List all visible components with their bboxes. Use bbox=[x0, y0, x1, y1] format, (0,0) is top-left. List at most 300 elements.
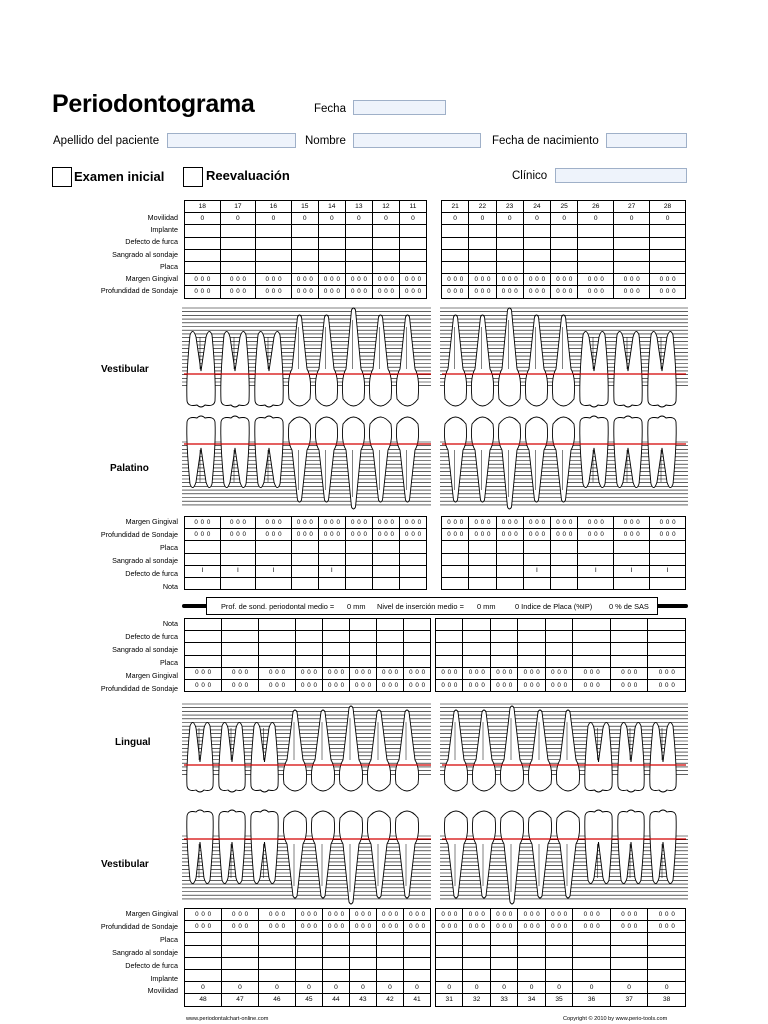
grid-cell[interactable]: 0 0 0 bbox=[545, 909, 572, 921]
grid-cell[interactable] bbox=[399, 249, 426, 261]
grid-cell[interactable] bbox=[318, 237, 345, 249]
grid-cell[interactable]: 0 0 0 bbox=[648, 909, 686, 921]
grid-cell[interactable] bbox=[322, 655, 349, 667]
grid-cell[interactable] bbox=[436, 933, 463, 945]
grid-cell[interactable]: 0 0 0 bbox=[403, 667, 430, 679]
grid-cell[interactable] bbox=[185, 969, 222, 981]
grid-cell[interactable]: 0 0 0 bbox=[221, 679, 258, 691]
grid-cell[interactable] bbox=[345, 553, 372, 565]
grid-cell[interactable]: 0 0 0 bbox=[322, 909, 349, 921]
grid-cell[interactable] bbox=[442, 541, 469, 553]
grid-cell[interactable] bbox=[291, 553, 318, 565]
grid-cell[interactable] bbox=[345, 249, 372, 261]
grid-cell[interactable]: 0 0 0 bbox=[256, 274, 292, 286]
tooth-number[interactable]: 21 bbox=[442, 201, 469, 213]
grid-cell[interactable]: 0 bbox=[551, 213, 578, 225]
grid-cell[interactable] bbox=[291, 261, 318, 273]
grid-cell[interactable] bbox=[551, 225, 578, 237]
grid-cell[interactable] bbox=[614, 553, 650, 565]
nacimiento-field[interactable] bbox=[606, 133, 687, 148]
grid-cell[interactable]: 0 0 0 bbox=[496, 529, 523, 541]
grid-cell[interactable]: 0 0 0 bbox=[551, 529, 578, 541]
grid-cell[interactable] bbox=[376, 945, 403, 957]
grid-cell[interactable] bbox=[185, 249, 221, 261]
grid-cell[interactable]: 0 0 0 bbox=[185, 921, 222, 933]
grid-cell[interactable]: 0 bbox=[399, 213, 426, 225]
grid-cell[interactable]: 0 bbox=[490, 982, 517, 994]
grid-cell[interactable]: 0 bbox=[295, 982, 322, 994]
grid-cell[interactable] bbox=[349, 643, 376, 655]
grid-cell[interactable]: 0 0 0 bbox=[291, 517, 318, 529]
grid-cell[interactable] bbox=[291, 249, 318, 261]
grid-cell[interactable] bbox=[518, 631, 545, 643]
grid-cell[interactable] bbox=[399, 577, 426, 589]
grid-cell[interactable] bbox=[442, 237, 469, 249]
grid-cell[interactable]: 0 0 0 bbox=[490, 909, 517, 921]
grid-cell[interactable]: 0 bbox=[221, 982, 258, 994]
grid-cell[interactable] bbox=[469, 577, 496, 589]
upper-bottom-grid-left[interactable] bbox=[441, 516, 686, 590]
tooth-number[interactable]: 24 bbox=[523, 201, 550, 213]
grid-cell[interactable]: 0 0 0 bbox=[614, 529, 650, 541]
grid-cell[interactable] bbox=[648, 619, 686, 631]
grid-cell[interactable] bbox=[436, 655, 463, 667]
grid-cell[interactable]: 0 bbox=[523, 213, 550, 225]
grid-cell[interactable] bbox=[185, 619, 222, 631]
grid-cell[interactable] bbox=[220, 261, 256, 273]
upper-top-grid-left[interactable] bbox=[441, 200, 686, 299]
grid-cell[interactable] bbox=[469, 565, 496, 577]
grid-cell[interactable] bbox=[256, 237, 292, 249]
grid-cell[interactable]: 0 0 0 bbox=[610, 667, 648, 679]
grid-cell[interactable] bbox=[295, 631, 322, 643]
grid-cell[interactable]: 0 0 0 bbox=[403, 679, 430, 691]
grid-cell[interactable] bbox=[258, 631, 295, 643]
grid-cell[interactable] bbox=[518, 969, 545, 981]
grid-cell[interactable] bbox=[490, 969, 517, 981]
grid-cell[interactable] bbox=[551, 261, 578, 273]
grid-cell[interactable] bbox=[496, 261, 523, 273]
grid-cell[interactable] bbox=[523, 225, 550, 237]
tooth-number[interactable]: 32 bbox=[463, 994, 490, 1007]
grid-cell[interactable]: 0 0 0 bbox=[258, 667, 295, 679]
grid-cell[interactable] bbox=[436, 957, 463, 969]
grid-cell[interactable] bbox=[523, 541, 550, 553]
grid-cell[interactable] bbox=[256, 249, 292, 261]
grid-cell[interactable]: 0 0 0 bbox=[220, 517, 256, 529]
grid-cell[interactable]: 0 0 0 bbox=[614, 286, 650, 298]
grid-cell[interactable]: 0 0 0 bbox=[295, 679, 322, 691]
grid-cell[interactable]: 0 bbox=[349, 982, 376, 994]
grid-cell[interactable]: 0 0 0 bbox=[523, 286, 550, 298]
grid-cell[interactable]: 0 0 0 bbox=[399, 286, 426, 298]
fecha-field[interactable] bbox=[353, 100, 446, 115]
grid-cell[interactable] bbox=[318, 261, 345, 273]
grid-cell[interactable]: 0 0 0 bbox=[518, 679, 545, 691]
grid-cell[interactable] bbox=[436, 631, 463, 643]
grid-cell[interactable] bbox=[221, 619, 258, 631]
grid-cell[interactable] bbox=[578, 553, 614, 565]
grid-cell[interactable]: 0 0 0 bbox=[436, 667, 463, 679]
reevaluacion-checkbox[interactable] bbox=[183, 167, 203, 187]
grid-cell[interactable]: 0 bbox=[318, 213, 345, 225]
grid-cell[interactable]: I bbox=[523, 565, 550, 577]
grid-cell[interactable] bbox=[403, 655, 430, 667]
grid-cell[interactable]: 0 0 0 bbox=[185, 679, 222, 691]
grid-cell[interactable]: 0 0 0 bbox=[578, 529, 614, 541]
grid-cell[interactable] bbox=[573, 619, 611, 631]
grid-cell[interactable]: 0 bbox=[436, 982, 463, 994]
grid-cell[interactable]: 0 bbox=[614, 213, 650, 225]
tooth-number[interactable]: 28 bbox=[650, 201, 686, 213]
grid-cell[interactable]: 0 0 0 bbox=[322, 679, 349, 691]
grid-cell[interactable] bbox=[403, 933, 430, 945]
tooth-number[interactable]: 31 bbox=[436, 994, 463, 1007]
grid-cell[interactable]: 0 0 0 bbox=[185, 909, 222, 921]
tooth-number[interactable]: 45 bbox=[295, 994, 322, 1007]
grid-cell[interactable] bbox=[295, 945, 322, 957]
grid-cell[interactable]: 0 0 0 bbox=[650, 529, 686, 541]
grid-cell[interactable] bbox=[399, 237, 426, 249]
grid-cell[interactable] bbox=[578, 249, 614, 261]
grid-cell[interactable]: 0 bbox=[403, 982, 430, 994]
tooth-number[interactable]: 36 bbox=[573, 994, 611, 1007]
grid-cell[interactable]: 0 bbox=[442, 213, 469, 225]
tooth-number[interactable]: 47 bbox=[221, 994, 258, 1007]
grid-cell[interactable] bbox=[551, 541, 578, 553]
grid-cell[interactable] bbox=[518, 933, 545, 945]
grid-cell[interactable] bbox=[376, 643, 403, 655]
grid-cell[interactable] bbox=[573, 933, 611, 945]
grid-cell[interactable]: 0 0 0 bbox=[318, 274, 345, 286]
grid-cell[interactable]: 0 0 0 bbox=[545, 679, 572, 691]
grid-cell[interactable] bbox=[469, 249, 496, 261]
grid-cell[interactable] bbox=[545, 643, 572, 655]
grid-cell[interactable] bbox=[295, 957, 322, 969]
grid-cell[interactable] bbox=[610, 957, 648, 969]
tooth-number[interactable]: 11 bbox=[399, 201, 426, 213]
grid-cell[interactable] bbox=[650, 237, 686, 249]
grid-cell[interactable]: 0 0 0 bbox=[648, 667, 686, 679]
grid-cell[interactable] bbox=[399, 553, 426, 565]
grid-cell[interactable] bbox=[551, 553, 578, 565]
grid-cell[interactable] bbox=[496, 565, 523, 577]
grid-cell[interactable]: 0 bbox=[185, 982, 222, 994]
grid-cell[interactable] bbox=[345, 225, 372, 237]
grid-cell[interactable]: 0 0 0 bbox=[295, 909, 322, 921]
grid-cell[interactable]: 0 0 0 bbox=[545, 667, 572, 679]
grid-cell[interactable]: 0 0 0 bbox=[650, 274, 686, 286]
grid-cell[interactable] bbox=[221, 969, 258, 981]
grid-cell[interactable]: 0 0 0 bbox=[345, 529, 372, 541]
grid-cell[interactable]: 0 0 0 bbox=[469, 529, 496, 541]
lower-bottom-grid-left[interactable] bbox=[435, 908, 686, 1007]
grid-cell[interactable] bbox=[256, 577, 292, 589]
grid-cell[interactable] bbox=[610, 619, 648, 631]
grid-cell[interactable] bbox=[610, 933, 648, 945]
tooth-number[interactable]: 15 bbox=[291, 201, 318, 213]
grid-cell[interactable] bbox=[220, 237, 256, 249]
grid-cell[interactable] bbox=[221, 957, 258, 969]
grid-cell[interactable]: 0 0 0 bbox=[220, 274, 256, 286]
grid-cell[interactable] bbox=[496, 577, 523, 589]
grid-cell[interactable]: 0 0 0 bbox=[185, 667, 222, 679]
grid-cell[interactable]: 0 0 0 bbox=[578, 286, 614, 298]
grid-cell[interactable] bbox=[345, 541, 372, 553]
grid-cell[interactable] bbox=[372, 541, 399, 553]
grid-cell[interactable]: 0 0 0 bbox=[256, 286, 292, 298]
tooth-number[interactable]: 41 bbox=[403, 994, 430, 1007]
grid-cell[interactable]: 0 0 0 bbox=[442, 286, 469, 298]
grid-cell[interactable] bbox=[490, 619, 517, 631]
grid-cell[interactable] bbox=[185, 957, 222, 969]
grid-cell[interactable]: I bbox=[578, 565, 614, 577]
grid-cell[interactable]: 0 bbox=[220, 213, 256, 225]
grid-cell[interactable]: 0 0 0 bbox=[578, 517, 614, 529]
grid-cell[interactable] bbox=[221, 945, 258, 957]
grid-cell[interactable]: 0 0 0 bbox=[349, 667, 376, 679]
grid-cell[interactable] bbox=[573, 957, 611, 969]
grid-cell[interactable] bbox=[349, 933, 376, 945]
grid-cell[interactable] bbox=[463, 945, 490, 957]
grid-cell[interactable] bbox=[650, 541, 686, 553]
tooth-number[interactable]: 37 bbox=[610, 994, 648, 1007]
grid-cell[interactable]: 0 0 0 bbox=[496, 286, 523, 298]
tooth-number[interactable]: 35 bbox=[545, 994, 572, 1007]
grid-cell[interactable] bbox=[648, 655, 686, 667]
grid-cell[interactable] bbox=[258, 655, 295, 667]
grid-cell[interactable] bbox=[545, 969, 572, 981]
grid-cell[interactable] bbox=[349, 631, 376, 643]
grid-cell[interactable]: 0 0 0 bbox=[648, 921, 686, 933]
grid-cell[interactable] bbox=[185, 655, 222, 667]
tooth-number[interactable]: 25 bbox=[551, 201, 578, 213]
grid-cell[interactable]: 0 0 0 bbox=[372, 274, 399, 286]
tooth-number[interactable]: 42 bbox=[376, 994, 403, 1007]
grid-cell[interactable]: 0 0 0 bbox=[610, 921, 648, 933]
grid-cell[interactable]: 0 0 0 bbox=[258, 921, 295, 933]
grid-cell[interactable]: 0 0 0 bbox=[518, 667, 545, 679]
grid-cell[interactable] bbox=[523, 577, 550, 589]
grid-cell[interactable]: 0 bbox=[573, 982, 611, 994]
grid-cell[interactable]: 0 0 0 bbox=[463, 679, 490, 691]
grid-cell[interactable] bbox=[185, 553, 221, 565]
upper-bottom-grid-right[interactable] bbox=[184, 516, 427, 590]
grid-cell[interactable] bbox=[256, 225, 292, 237]
grid-cell[interactable]: 0 0 0 bbox=[185, 286, 221, 298]
tooth-number[interactable]: 13 bbox=[345, 201, 372, 213]
grid-cell[interactable] bbox=[322, 643, 349, 655]
grid-cell[interactable]: 0 0 0 bbox=[490, 667, 517, 679]
grid-cell[interactable] bbox=[469, 237, 496, 249]
grid-cell[interactable]: 0 0 0 bbox=[220, 286, 256, 298]
grid-cell[interactable]: 0 0 0 bbox=[469, 274, 496, 286]
grid-cell[interactable] bbox=[376, 655, 403, 667]
grid-cell[interactable] bbox=[185, 933, 222, 945]
grid-cell[interactable] bbox=[436, 619, 463, 631]
grid-cell[interactable]: I bbox=[614, 565, 650, 577]
grid-cell[interactable] bbox=[372, 261, 399, 273]
nombre-field[interactable] bbox=[353, 133, 481, 148]
grid-cell[interactable] bbox=[185, 237, 221, 249]
grid-cell[interactable] bbox=[463, 643, 490, 655]
grid-cell[interactable] bbox=[648, 631, 686, 643]
grid-cell[interactable] bbox=[220, 541, 256, 553]
grid-cell[interactable] bbox=[490, 631, 517, 643]
grid-cell[interactable]: 0 0 0 bbox=[399, 517, 426, 529]
grid-cell[interactable] bbox=[399, 225, 426, 237]
grid-cell[interactable] bbox=[185, 261, 221, 273]
grid-cell[interactable]: 0 0 0 bbox=[258, 909, 295, 921]
grid-cell[interactable]: 0 0 0 bbox=[578, 274, 614, 286]
grid-cell[interactable] bbox=[523, 553, 550, 565]
grid-cell[interactable] bbox=[551, 565, 578, 577]
grid-cell[interactable]: 0 0 0 bbox=[469, 286, 496, 298]
grid-cell[interactable] bbox=[573, 631, 611, 643]
tooth-number[interactable]: 27 bbox=[614, 201, 650, 213]
grid-cell[interactable] bbox=[221, 631, 258, 643]
grid-cell[interactable]: 0 bbox=[345, 213, 372, 225]
grid-cell[interactable] bbox=[614, 541, 650, 553]
tooth-number[interactable]: 17 bbox=[220, 201, 256, 213]
grid-cell[interactable] bbox=[650, 225, 686, 237]
grid-cell[interactable] bbox=[256, 261, 292, 273]
grid-cell[interactable]: 0 0 0 bbox=[573, 679, 611, 691]
grid-cell[interactable] bbox=[442, 565, 469, 577]
grid-cell[interactable]: I bbox=[650, 565, 686, 577]
grid-cell[interactable] bbox=[523, 249, 550, 261]
grid-cell[interactable]: 0 bbox=[469, 213, 496, 225]
grid-cell[interactable] bbox=[650, 577, 686, 589]
grid-cell[interactable] bbox=[650, 553, 686, 565]
grid-cell[interactable]: 0 0 0 bbox=[291, 286, 318, 298]
grid-cell[interactable]: 0 0 0 bbox=[376, 667, 403, 679]
grid-cell[interactable] bbox=[318, 577, 345, 589]
grid-cell[interactable] bbox=[322, 969, 349, 981]
grid-cell[interactable] bbox=[220, 553, 256, 565]
grid-cell[interactable] bbox=[545, 631, 572, 643]
grid-cell[interactable] bbox=[463, 655, 490, 667]
clinico-field[interactable] bbox=[555, 168, 687, 183]
grid-cell[interactable] bbox=[185, 945, 222, 957]
grid-cell[interactable] bbox=[610, 945, 648, 957]
grid-cell[interactable]: 0 bbox=[648, 982, 686, 994]
grid-cell[interactable]: 0 bbox=[322, 982, 349, 994]
grid-cell[interactable] bbox=[349, 969, 376, 981]
grid-cell[interactable] bbox=[610, 643, 648, 655]
grid-cell[interactable] bbox=[518, 957, 545, 969]
grid-cell[interactable] bbox=[322, 619, 349, 631]
grid-cell[interactable] bbox=[496, 237, 523, 249]
grid-cell[interactable] bbox=[551, 237, 578, 249]
grid-cell[interactable] bbox=[545, 957, 572, 969]
grid-cell[interactable] bbox=[436, 945, 463, 957]
grid-cell[interactable] bbox=[291, 565, 318, 577]
tooth-number[interactable]: 38 bbox=[648, 994, 686, 1007]
grid-cell[interactable]: 0 0 0 bbox=[463, 921, 490, 933]
grid-cell[interactable]: 0 0 0 bbox=[372, 517, 399, 529]
grid-cell[interactable] bbox=[551, 577, 578, 589]
grid-cell[interactable]: 0 0 0 bbox=[518, 909, 545, 921]
lower-bottom-grid-right[interactable] bbox=[184, 908, 431, 1007]
grid-cell[interactable] bbox=[295, 619, 322, 631]
grid-cell[interactable] bbox=[573, 945, 611, 957]
grid-cell[interactable] bbox=[349, 945, 376, 957]
grid-cell[interactable]: 0 0 0 bbox=[551, 274, 578, 286]
grid-cell[interactable] bbox=[442, 225, 469, 237]
grid-cell[interactable] bbox=[496, 225, 523, 237]
grid-cell[interactable] bbox=[610, 655, 648, 667]
grid-cell[interactable]: 0 0 0 bbox=[345, 517, 372, 529]
grid-cell[interactable] bbox=[291, 225, 318, 237]
grid-cell[interactable]: 0 0 0 bbox=[551, 517, 578, 529]
grid-cell[interactable] bbox=[442, 553, 469, 565]
grid-cell[interactable] bbox=[545, 933, 572, 945]
grid-cell[interactable]: 0 0 0 bbox=[436, 909, 463, 921]
grid-cell[interactable] bbox=[436, 969, 463, 981]
grid-cell[interactable] bbox=[614, 249, 650, 261]
grid-cell[interactable] bbox=[318, 249, 345, 261]
grid-cell[interactable] bbox=[614, 261, 650, 273]
grid-cell[interactable] bbox=[322, 957, 349, 969]
grid-cell[interactable]: 0 0 0 bbox=[349, 909, 376, 921]
grid-cell[interactable] bbox=[258, 619, 295, 631]
grid-cell[interactable] bbox=[345, 261, 372, 273]
grid-cell[interactable]: 0 0 0 bbox=[376, 679, 403, 691]
tooth-number[interactable]: 44 bbox=[322, 994, 349, 1007]
grid-cell[interactable] bbox=[185, 541, 221, 553]
grid-cell[interactable] bbox=[295, 969, 322, 981]
grid-cell[interactable] bbox=[648, 945, 686, 957]
grid-cell[interactable] bbox=[610, 631, 648, 643]
grid-cell[interactable]: I bbox=[185, 565, 221, 577]
upper-top-grid-right[interactable] bbox=[184, 200, 427, 299]
grid-cell[interactable]: 0 0 0 bbox=[490, 921, 517, 933]
grid-cell[interactable]: 0 0 0 bbox=[256, 529, 292, 541]
grid-cell[interactable] bbox=[614, 225, 650, 237]
grid-cell[interactable]: 0 0 0 bbox=[650, 286, 686, 298]
tooth-number[interactable]: 18 bbox=[185, 201, 221, 213]
grid-cell[interactable] bbox=[518, 643, 545, 655]
grid-cell[interactable]: 0 0 0 bbox=[376, 909, 403, 921]
tooth-number[interactable]: 46 bbox=[258, 994, 295, 1007]
grid-cell[interactable] bbox=[648, 643, 686, 655]
grid-cell[interactable] bbox=[256, 541, 292, 553]
grid-cell[interactable] bbox=[518, 945, 545, 957]
grid-cell[interactable] bbox=[578, 225, 614, 237]
grid-cell[interactable]: I bbox=[256, 565, 292, 577]
grid-cell[interactable] bbox=[442, 261, 469, 273]
grid-cell[interactable] bbox=[291, 541, 318, 553]
grid-cell[interactable] bbox=[490, 655, 517, 667]
tooth-number[interactable]: 22 bbox=[469, 201, 496, 213]
grid-cell[interactable] bbox=[573, 969, 611, 981]
grid-cell[interactable] bbox=[399, 261, 426, 273]
grid-cell[interactable] bbox=[442, 249, 469, 261]
grid-cell[interactable] bbox=[490, 945, 517, 957]
grid-cell[interactable] bbox=[614, 237, 650, 249]
grid-cell[interactable] bbox=[318, 225, 345, 237]
grid-cell[interactable] bbox=[469, 225, 496, 237]
grid-cell[interactable] bbox=[376, 957, 403, 969]
grid-cell[interactable]: 0 bbox=[545, 982, 572, 994]
grid-cell[interactable] bbox=[376, 631, 403, 643]
grid-cell[interactable]: 0 bbox=[610, 982, 648, 994]
grid-cell[interactable] bbox=[221, 655, 258, 667]
grid-cell[interactable] bbox=[463, 933, 490, 945]
grid-cell[interactable] bbox=[185, 643, 222, 655]
grid-cell[interactable]: 0 0 0 bbox=[650, 517, 686, 529]
